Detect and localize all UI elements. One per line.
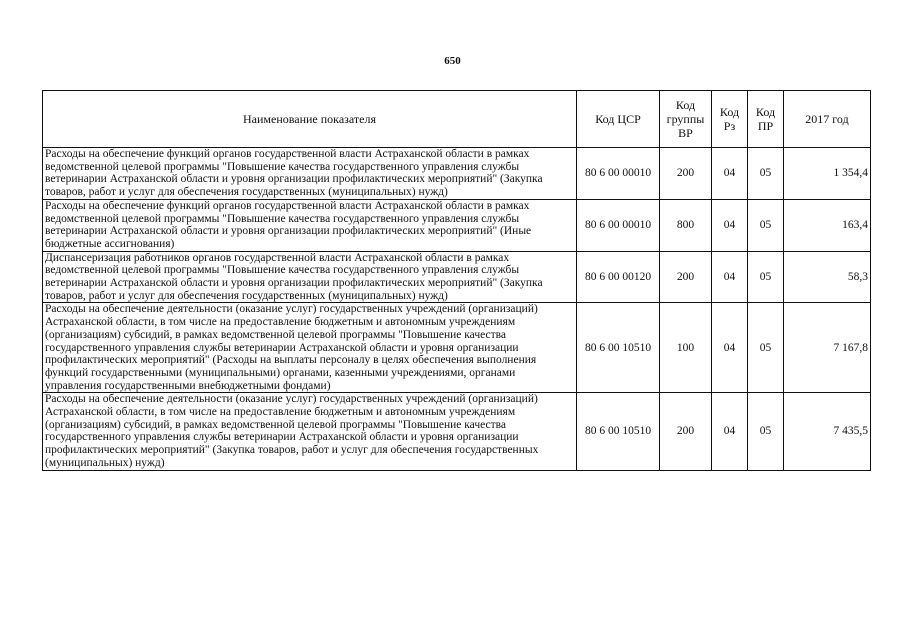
row-name: Диспансеризация работников органов государственной власти Астраханской области в рамках ведомственной целевой программы "Повышение качества государственного управления службы ветеринарии Астраханской области и уровня организации профилактических мероприятий" (Закупка товаров, работ и услуг для обеспечения государственных (муниципальных) нужд) [43, 251, 577, 303]
row-csr: 80 6 00 00010 [577, 199, 660, 251]
table-row [43, 148, 871, 200]
row-csr: 80 6 00 00010 [577, 148, 660, 200]
header-name: Наименование показателя [43, 91, 577, 148]
row-csr: 80 6 00 10510 [577, 303, 660, 393]
row-vr: 800 [660, 199, 712, 251]
row-amount: 7 435,5 [784, 393, 871, 470]
budget-table [42, 90, 871, 471]
table-row [43, 199, 871, 251]
row-amount: 7 167,8 [784, 303, 871, 393]
row-pr: 05 [748, 148, 784, 200]
row-csr: 80 6 00 00120 [577, 251, 660, 303]
header-csr: Код ЦСР [577, 91, 660, 148]
page-number: 650 [444, 55, 461, 67]
row-name: Расходы на обеспечение функций органов государственной власти Астраханской области в рамках ведомственной целевой программы "Повышение качества государственного управления службы ветеринарии Астраханской области и уровня организации профилактических мероприятий" (Закупка товаров, работ и услуг для обеспечения государственных (муниципальных) нужд) [43, 148, 577, 200]
row-rz: 04 [712, 148, 748, 200]
table-row [43, 393, 871, 470]
row-vr: 200 [660, 393, 712, 470]
table-body [43, 148, 871, 471]
row-vr: 200 [660, 148, 712, 200]
header-rz: Код Рз [712, 91, 748, 148]
row-rz: 04 [712, 393, 748, 470]
row-amount: 163,4 [784, 199, 871, 251]
row-pr: 05 [748, 303, 784, 393]
row-amount: 58,3 [784, 251, 871, 303]
row-pr: 05 [748, 199, 784, 251]
header-vr: Код группы ВР [660, 91, 712, 148]
header-row [43, 91, 871, 148]
table-header [43, 91, 871, 148]
row-pr: 05 [748, 251, 784, 303]
table-row [43, 251, 871, 303]
row-name: Расходы на обеспечение деятельности (оказание услуг) государственных учреждений (организаций) Астраханской области, в том числе на предоставление бюджетным и автономным учреждениям (организациям) субсидий, в рамках ведомственной целевой программы "Повышение качества государственного управления службы ветеринарии Астраханской области и уровня организации профилактических мероприятий" (Расходы на выплаты персоналу в целях обеспечения выполнения функций государственными (муниципальными) органами, казенными учреждениями, органами управления государственными внебюджетными фондами) [43, 303, 577, 393]
row-name: Расходы на обеспечение функций органов государственной власти Астраханской области в рамках ведомственной целевой программы "Повышение качества государственного управления службы ветеринарии Астраханской области и уровня организации профилактических мероприятий" (Иные бюджетные ассигнования) [43, 199, 577, 251]
row-amount: 1 354,4 [784, 148, 871, 200]
row-vr: 100 [660, 303, 712, 393]
row-pr: 05 [748, 393, 784, 470]
header-year: 2017 год [784, 91, 871, 148]
row-name: Расходы на обеспечение деятельности (оказание услуг) государственных учреждений (организаций) Астраханской области, в том числе на предоставление бюджетным и автономным учреждениям (организациям) субсидий, в рамках ведомственной целевой программы "Повышение качества государственного управления службы ветеринарии Астраханской области и уровня организации профилактических мероприятий" (Закупка товаров, работ и услуг для обеспечения государственных (муниципальных) нужд) [43, 393, 577, 470]
row-rz: 04 [712, 251, 748, 303]
row-rz: 04 [712, 303, 748, 393]
row-rz: 04 [712, 199, 748, 251]
row-csr: 80 6 00 10510 [577, 393, 660, 470]
table-row [43, 303, 871, 393]
header-pr: Код ПР [748, 91, 784, 148]
row-vr: 200 [660, 251, 712, 303]
